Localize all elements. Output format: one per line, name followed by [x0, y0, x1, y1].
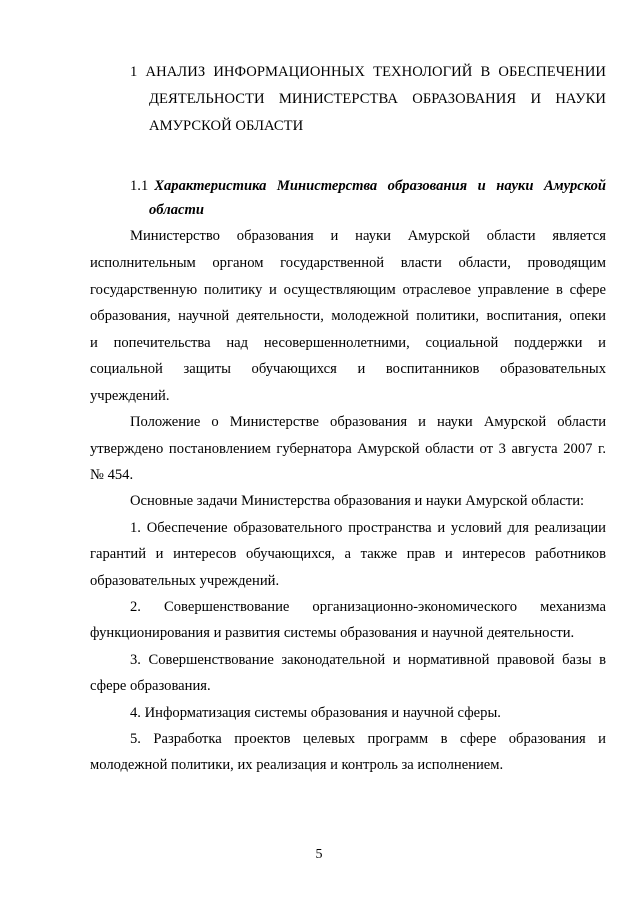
text-line: молодежной политики, их реализация и контроль за исполнением. — [90, 757, 504, 773]
text-line: учреждений. — [90, 388, 170, 404]
text-line: государственную политику и осуществляющим отраслевое управление в сфере — [90, 282, 606, 298]
chapter-heading-line: ДЕЯТЕЛЬНОСТИ МИНИСТЕРСТВА ОБРАЗОВАНИЯ И НАУКИ — [149, 91, 606, 107]
chapter-heading-line: 1 АНАЛИЗ ИНФОРМАЦИОННЫХ ТЕХНОЛОГИЙ В ОБЕСПЕЧЕНИИ — [130, 64, 606, 80]
text-line: гарантий и интересов обучающихся, а также прав и интересов работников — [90, 546, 606, 562]
text-line: исполнительным органом государственной власти области, проводящим — [90, 255, 606, 271]
text-line: образовательных учреждений. — [90, 573, 280, 589]
text-line: образования, научной деятельности, молодежной политики, воспитания, опеки — [90, 308, 606, 324]
text-line: № 454. — [90, 467, 134, 483]
text-line: 4. Информатизация системы образования и научной сферы. — [130, 705, 501, 721]
text-line: Основные задачи Министерства образования и науки Амурской области: — [130, 493, 585, 509]
text-line: 5. Разработка проектов целевых программ в сфере образования и — [130, 731, 606, 747]
text-line: социальной защиты обучающихся и воспитанников образовательных — [90, 361, 606, 377]
text-line: 1. Обеспечение образовательного пространства и условий для реализации — [130, 520, 606, 536]
section-title-continued: области — [149, 202, 204, 218]
page-number: 5 — [315, 847, 323, 862]
text-line: утверждено постановлением губернатора Амурской области от 3 августа 2007 г. — [90, 441, 606, 457]
text-line: сфере образования. — [90, 678, 211, 694]
section-title: Характеристика Министерства образования и науки Амурской — [154, 178, 606, 194]
text-line: 3. Совершенствование законодательной и нормативной правовой базы в — [130, 652, 606, 668]
text-line: 2. Совершенствование организационно-экономического механизма — [130, 599, 606, 615]
text-line: Положение о Министерстве образования и науки Амурской области — [130, 414, 606, 430]
section-heading-line — [130, 177, 606, 195]
chapter-heading-line: АМУРСКОЙ ОБЛАСТИ — [149, 118, 304, 134]
text-line: и попечительства над несовершеннолетними, социальной поддержки и — [90, 335, 606, 351]
section-number: 1.1 — [130, 178, 149, 194]
section-heading-line — [149, 201, 204, 219]
text-line: Министерство образования и науки Амурской области является — [130, 228, 606, 244]
text-line: функционирования и развития системы образования и научной деятельности. — [90, 625, 575, 641]
